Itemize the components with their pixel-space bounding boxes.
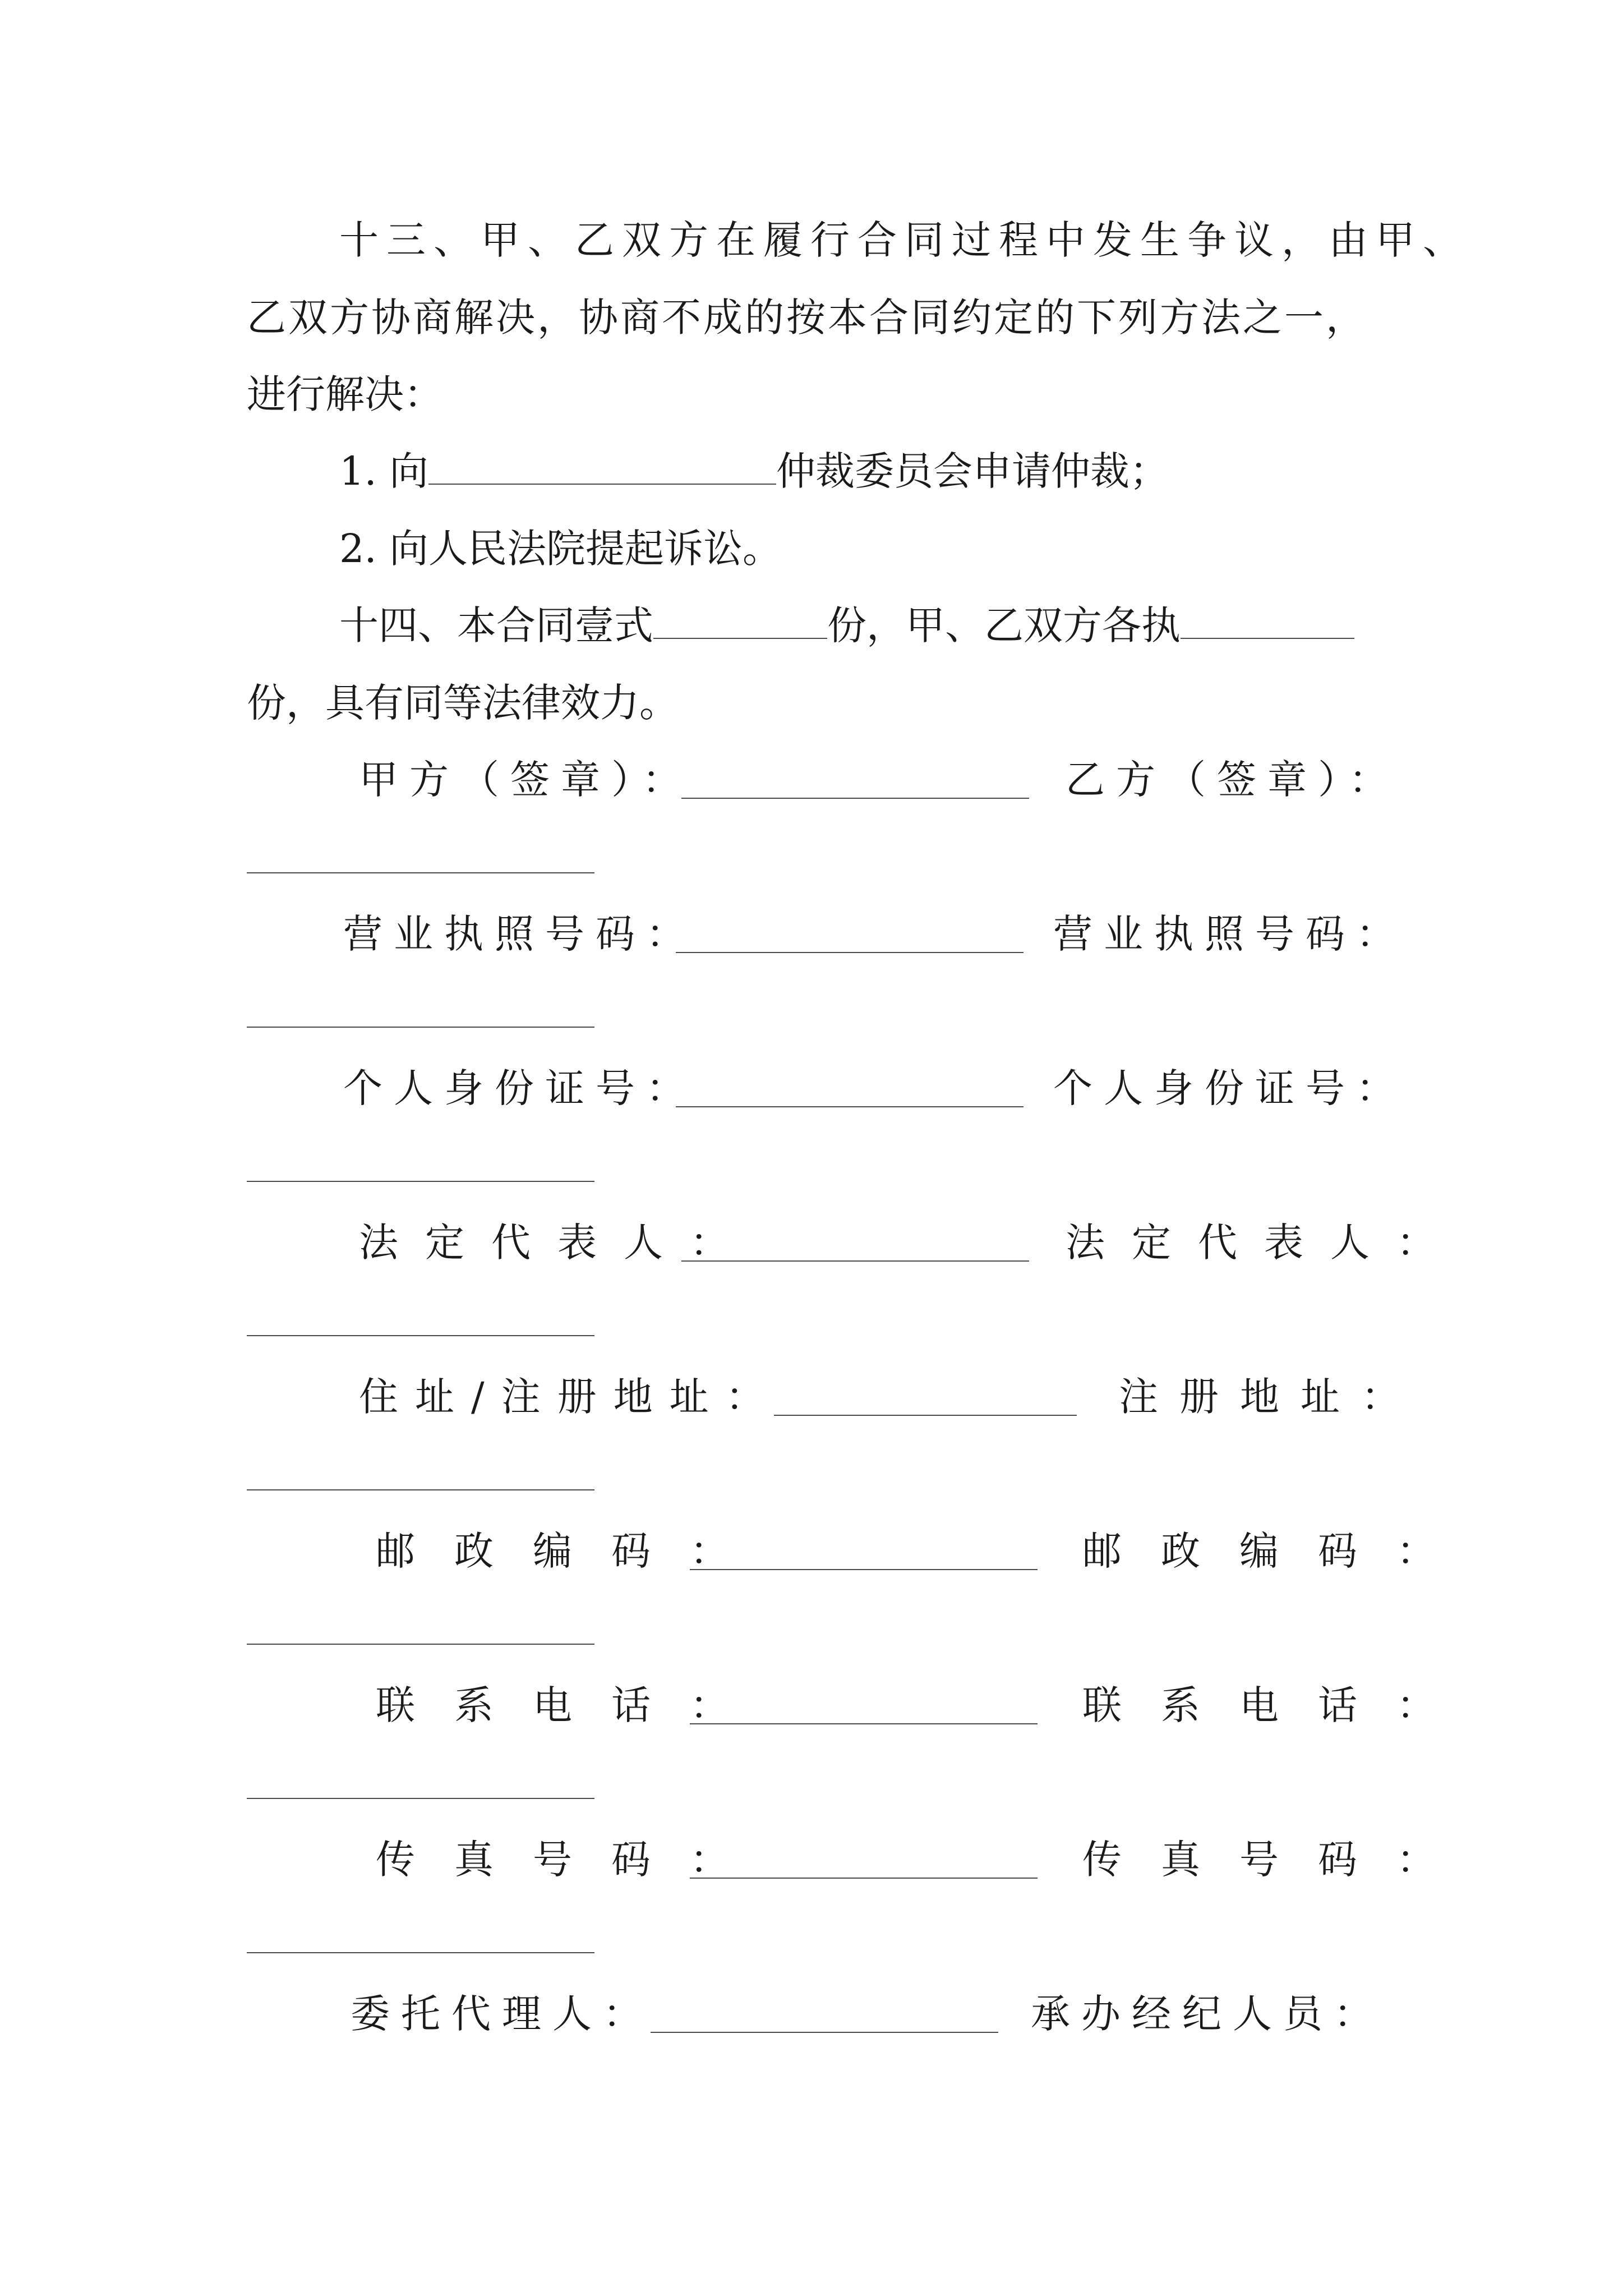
party-a-postcode-label: 邮政编码： (376, 1528, 768, 1574)
party-a-legal-rep-label: 法定代表人： (359, 1220, 756, 1266)
party-a-fax-field[interactable] (690, 1838, 1038, 1879)
party-b-phone-field[interactable] (247, 1798, 594, 1799)
party-b-address-label: 注册地址： (1119, 1374, 1422, 1420)
party-a-id-field[interactable] (676, 1067, 1023, 1107)
party-b-phone-label: 联系电话： (1082, 1682, 1475, 1728)
party-a-id-label: 个人身份证号： (343, 1065, 697, 1111)
party-a-address-field[interactable] (774, 1375, 1077, 1416)
clause14-line2: 份，具有同等法律效力。 (247, 680, 679, 726)
party-b-postcode-label: 邮政编码： (1082, 1528, 1475, 1574)
sig-row-party-a-seal (359, 753, 693, 807)
party-a-agent-label: 委托代理人： (351, 1991, 653, 2037)
party-b-fax-label: 传真号码： (1082, 1837, 1475, 1883)
party-a-legal-rep-field[interactable] (681, 1221, 1029, 1262)
party-b-seal-label: 乙方（签章）： (1066, 757, 1399, 803)
clause14-line1 (339, 599, 1354, 652)
party-b-broker-label: 承办经纪人员： (1031, 1991, 1384, 2037)
party-b-legal-rep-label: 法定代表人： (1066, 1220, 1463, 1266)
arbitration-option-prefix: 1. 向 (339, 448, 429, 494)
party-a-fax-label: 传真号码： (376, 1837, 768, 1883)
party-a-license-label: 营业执照号码： (343, 911, 697, 957)
party-b-address-field[interactable] (247, 1489, 594, 1490)
party-a-postcode-field[interactable] (690, 1530, 1038, 1570)
clause14-middle: 份，甲、乙双方各执 (827, 602, 1181, 648)
clause13-line2: 乙双方协商解决，协商不成的按本合同约定的下列方法之一， (247, 295, 1367, 341)
party-b-seal-field[interactable] (247, 872, 594, 873)
party-b-fax-field[interactable] (247, 1952, 594, 1953)
arbitration-option (339, 444, 1169, 498)
clause14-prefix: 十四、本合同壹式 (339, 602, 653, 648)
party-a-agent-field[interactable] (651, 1993, 998, 2033)
party-a-license-field[interactable] (676, 913, 1023, 953)
party-b-license-field[interactable] (247, 1027, 594, 1028)
arbitration-option-suffix: 仲裁委员会申请仲裁； (776, 448, 1169, 494)
party-b-id-field[interactable] (247, 1181, 594, 1182)
party-a-seal-field[interactable] (681, 758, 1029, 799)
clause13-line1: 十三、甲、乙双方在履行合同过程中发生争议，由甲、 (339, 217, 1470, 263)
party-b-id-label: 个人身份证号： (1053, 1065, 1407, 1111)
litigation-option: 2. 向人民法院提起诉讼。 (339, 526, 782, 572)
copies-each-field[interactable] (1181, 599, 1354, 639)
party-b-postcode-field[interactable] (247, 1644, 594, 1645)
arbitration-commission-field[interactable] (428, 444, 776, 485)
clause13-line3: 进行解决： (247, 371, 443, 417)
party-a-phone-label: 联系电话： (376, 1682, 768, 1728)
party-a-seal-label: 甲方（签章）： (359, 757, 693, 803)
party-b-legal-rep-field[interactable] (247, 1335, 594, 1336)
party-b-license-label: 营业执照号码： (1053, 911, 1407, 957)
party-a-phone-field[interactable] (690, 1684, 1038, 1724)
copies-total-field[interactable] (653, 599, 827, 639)
party-a-address-label: 住址/注册地址： (359, 1374, 782, 1420)
